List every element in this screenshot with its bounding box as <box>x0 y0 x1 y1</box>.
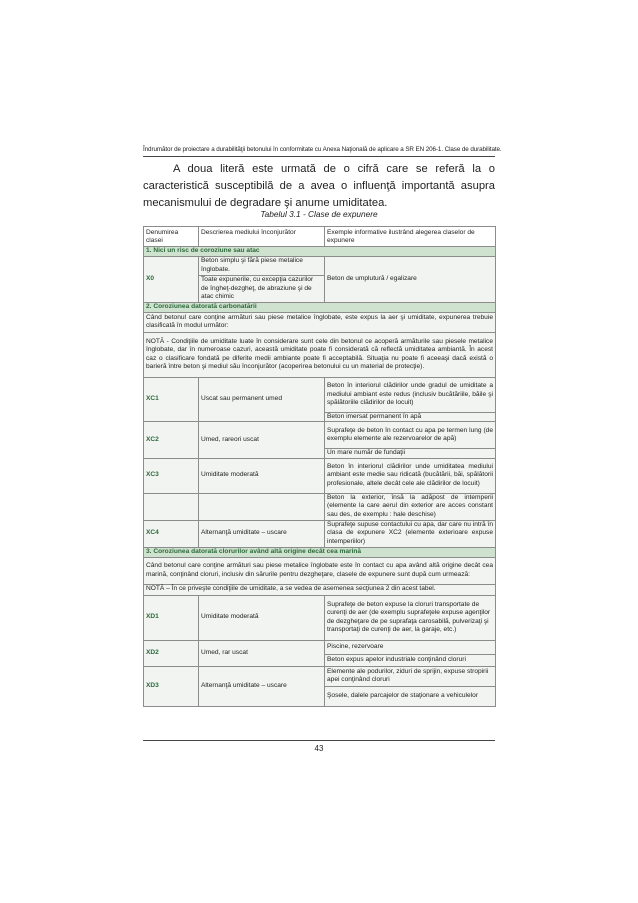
table-row <box>144 557 496 584</box>
table-row <box>144 666 496 686</box>
table-row <box>144 422 496 449</box>
table-row <box>144 332 496 377</box>
class-code-xc1: XC1 <box>144 377 199 421</box>
description-xc2: Umed, rareori uscat <box>199 422 325 458</box>
description-x0-b: Toate expunerile, cu excepţia cazurilor de îngheţ-dezgheţ, de abraziune şi de atac chimic <box>199 275 325 302</box>
example-x0: Beton de umplutură / egalizare <box>325 256 496 302</box>
table-row <box>144 256 496 275</box>
section-3-title: 3. Coroziunea datorată clorurilor având altă origine decât cea marină <box>144 547 496 557</box>
example-xc3-a: Beton în interiorul clădirilor unde umiditatea mediului ambiant este medie sau ridicată (bucătării, băi, spălătorii profesionale, altele decât cele ale clădirilor de locuit) <box>325 458 496 493</box>
class-code-xc4: XC4 <box>144 520 199 547</box>
example-xc2-a: Suprafeţe de beton în contact cu apa pe termen lung (de exemplu elemente ale rezervoarelor de apă) <box>325 422 496 449</box>
example-xd3-b: Şosele, dalele parcajelor de staţionare a vehiculelor <box>325 686 496 706</box>
header-informative-examples: Exemple informative ilustrând alegerea claselor de expunere <box>325 227 496 247</box>
description-x0-a: Beton simplu şi fără piese metalice înglobate. <box>199 256 325 275</box>
example-xc1-b: Beton imersat permanent în apă <box>325 412 496 421</box>
description-xd3: Alternanţă umiditate – uscare <box>199 666 325 706</box>
table-row <box>144 312 496 332</box>
section-heading-row <box>144 547 496 557</box>
class-code-xd1: XD1 <box>144 595 199 640</box>
description-xc3: Umiditate moderată <box>199 458 325 493</box>
class-code-xc3: XC3 <box>144 458 199 493</box>
header-environment-description: Descrierea mediului înconjurător <box>199 227 325 247</box>
description-xd1: Umiditate moderată <box>199 595 325 640</box>
section-3-note: NOTĂ – În ce priveşte condiţiile de umiditate, a se vedea de asemenea secţiunea 2 din acest tabel. <box>144 584 496 595</box>
class-code-xd2: XD2 <box>144 640 199 666</box>
example-xc1-a: Beton în interiorul clădirilor unde gradul de umiditate a mediului ambiant este redus (inclusiv bucătăriile, băile şi spălătoriile clădirilor de locuit) <box>325 377 496 412</box>
table-row <box>144 584 496 595</box>
example-xd2-b: Beton expus apelor industriale conţinând cloruri <box>325 654 496 666</box>
table-row <box>144 458 496 493</box>
table-row <box>144 377 496 412</box>
intro-paragraph <box>143 161 495 212</box>
example-xd1: Suprafeţe de beton expuse la cloruri transportate de curenţi de aer (de exemplu suprafeţele expuse agenţilor de dezgheţare de pe suprafaţa carosabilă, pulverizaţi şi transportaţi de curenţi de aer, la garaje, etc.) <box>325 595 496 640</box>
class-code-x0: X0 <box>144 256 199 302</box>
section-heading-row <box>144 302 496 312</box>
header-divider <box>143 156 495 157</box>
example-xd2-a: Piscine, rezervoare <box>325 640 496 654</box>
section-2-note: NOTĂ - Condiţiile de umiditate luate în considerare sunt cele din betonul ce acoperă armăturile sau piesele metalice înglobate, dar în numeroase cazuri, această umiditate poate fi considerată că reflectă umiditatea ambiantă. În acest caz o clasificare fondată pe diferite medii ambiante poate fi acceptabilă. Situaţia nu poate fi aceeaşi dacă există o barieră între beton şi mediul său înconjurător (acoperirea betonului cu un material de protecţie). <box>144 332 496 377</box>
description-xd2: Umed, rar uscat <box>199 640 325 666</box>
table-row <box>144 493 496 520</box>
section-heading-row <box>144 246 496 256</box>
description-xc1: Uscat sau permanent umed <box>199 377 325 421</box>
section-2-intro: Când betonul care conţine armături sau piese metalice înglobate, este expus la aer şi umiditate, expunerea trebuie clasificată în modul următor: <box>144 312 496 332</box>
description-xc4: Alternanţă umiditate – uscare <box>199 520 325 547</box>
example-xd3-a: Elemente ale podurilor, ziduri de sprijin, expuse stropirii apei conţinând cloruri <box>325 666 496 686</box>
table-row <box>144 595 496 640</box>
table-header-row <box>144 227 496 247</box>
example-xc4: Suprafeţe supuse contactului cu apa, dar care nu intră în clasa de expunere XC2 (elemente exterioare expuse intemperiilor) <box>325 520 496 547</box>
class-code-xd3: XD3 <box>144 666 199 706</box>
running-header: Îndrumător de proiectare a durabilităţii betonului în conformitate cu Anexa Naţională de aplicare a SR EN 206-1. Clase de durabilitate. <box>143 146 502 153</box>
section-2-title: 2. Coroziunea datorată carbonatării <box>144 302 496 312</box>
intro-paragraph-text: A doua literă este urmată de o cifră care se referă la o caracteristică susceptibilă de a avea o influenţă importantă asupra mecanismului de degradare şi anume umiditatea. <box>143 163 495 209</box>
empty-cell <box>199 493 325 520</box>
empty-cell <box>144 493 199 520</box>
table-row <box>144 520 496 547</box>
header-class-name: Denumirea clasei <box>144 227 199 247</box>
exposure-classes-table <box>143 226 496 707</box>
section-1-title: 1. Nici un risc de coroziune sau atac <box>144 246 496 256</box>
page-number: 43 <box>314 744 324 753</box>
table-caption: Tabelul 3.1 - Clase de expunere <box>260 209 378 219</box>
class-code-xc2: XC2 <box>144 422 199 458</box>
footer-divider <box>143 740 495 741</box>
example-xc2-b: Un mare număr de fundaţii <box>325 449 496 458</box>
table-row <box>144 640 496 654</box>
example-xc3-b: Beton la exterior, însă la adăpost de intemperii (elemente la care aerul din exterior are acces constant sau des, de exemplu : hale deschise) <box>325 493 496 520</box>
section-3-intro: Când betonul care conţine armături sau piese metalice înglobate este în contact cu apa având altă origine decât cea marină, conţinând cloruri, inclusiv din sărurile pentru dezgheţare, clasele de expunere sunt după cum urmează: <box>144 557 496 584</box>
